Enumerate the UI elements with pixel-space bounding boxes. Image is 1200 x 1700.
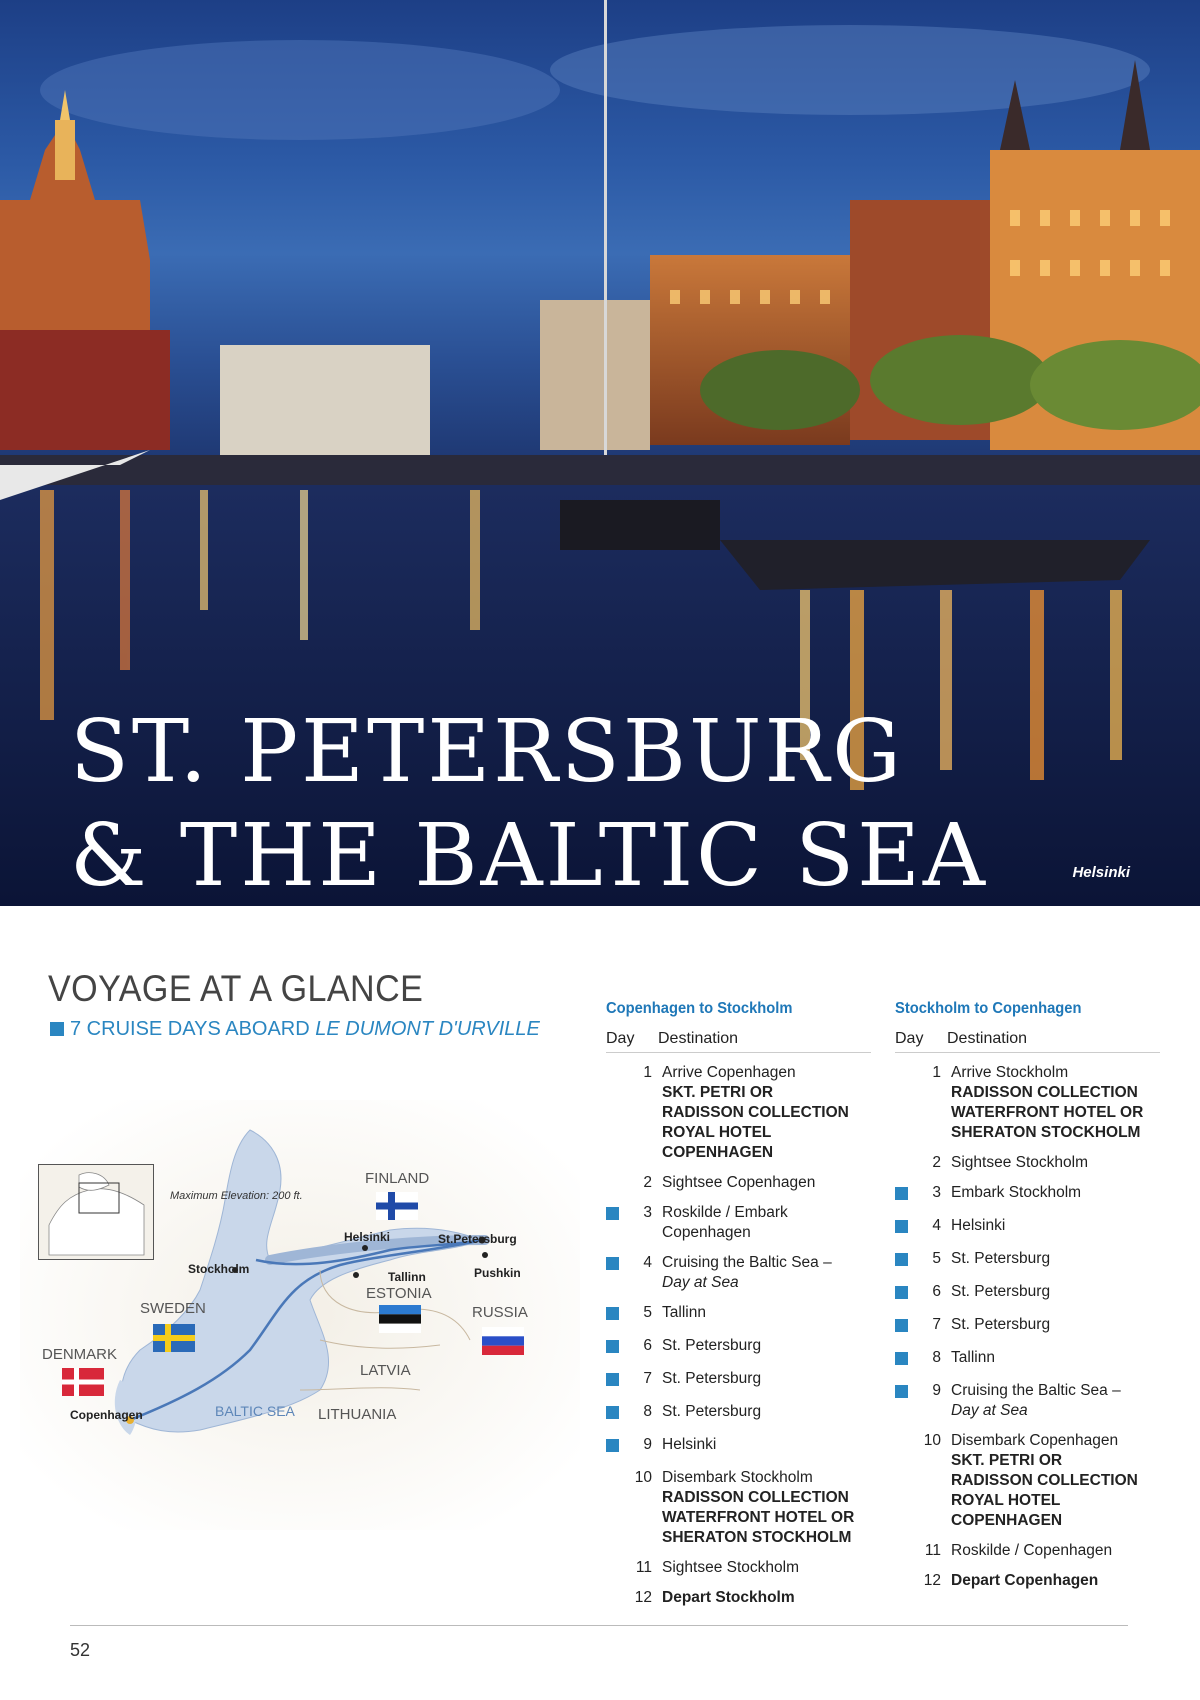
cruise-day-marker-icon — [895, 1249, 917, 1272]
table-row — [895, 1348, 1160, 1371]
country-label-sweden: SWEDEN — [140, 1300, 206, 1317]
cruise-day-marker-icon — [895, 1348, 917, 1371]
table-row — [895, 1571, 1160, 1591]
cruise-day-marker-icon — [895, 1183, 917, 1206]
table-row — [606, 1435, 871, 1458]
cruise-day-marker-icon — [895, 1315, 917, 1338]
hotel-name: SHERATON STOCKHOLM — [662, 1529, 852, 1546]
destination-text: Disembark Stockholm — [662, 1469, 813, 1486]
hero-title-line-1: ST. PETERSBURG — [70, 702, 904, 802]
destination-subtext: Day at Sea — [662, 1274, 739, 1291]
city-label-copenhagen: Copenhagen — [70, 1408, 143, 1422]
day-number: 9 — [643, 1436, 652, 1453]
destination-text: Depart Stockholm — [662, 1589, 795, 1606]
marker-spacer — [895, 1063, 917, 1143]
table-row — [606, 1203, 871, 1243]
day-number: 7 — [643, 1370, 652, 1387]
table-row — [895, 1431, 1160, 1531]
marker-spacer — [606, 1173, 628, 1193]
destination-text: Sightsee Stockholm — [662, 1559, 799, 1576]
route-title: Copenhagen to Stockholm — [606, 1000, 793, 1017]
page-number: 52 — [70, 1640, 91, 1660]
section-heading: VOYAGE AT A GLANCE — [48, 968, 424, 1009]
column-header-destination: Destination — [658, 1030, 739, 1047]
bullet-square-icon — [50, 1022, 64, 1036]
destination-cell — [662, 1468, 871, 1548]
destination-cell — [951, 1063, 1160, 1143]
destination-text: Cruising the Baltic Sea – — [951, 1382, 1121, 1399]
destination-cell — [662, 1558, 871, 1578]
cruise-day-marker-icon — [606, 1336, 628, 1359]
table-row — [606, 1558, 871, 1578]
table-row — [895, 1282, 1160, 1305]
russia-flag-icon — [482, 1327, 524, 1355]
table-row — [895, 1216, 1160, 1239]
destination-text: St. Petersburg — [662, 1403, 762, 1420]
table-row — [895, 1381, 1160, 1421]
hotel-name: RADISSON COLLECTION — [662, 1104, 849, 1121]
marker-spacer — [895, 1153, 917, 1173]
marker-spacer — [895, 1571, 917, 1591]
destination-text: Helsinki — [662, 1436, 717, 1453]
finland-flag-icon — [376, 1192, 418, 1220]
destination-text: Depart Copenhagen — [951, 1572, 1099, 1589]
subheading-prefix: 7 CRUISE DAYS ABOARD — [70, 1018, 310, 1040]
hotel-name: ROYAL HOTEL COPENHAGEN — [662, 1124, 774, 1161]
marker-spacer — [606, 1558, 628, 1578]
day-number: 10 — [923, 1432, 941, 1449]
destination-cell — [662, 1203, 871, 1243]
marker-spacer — [606, 1468, 628, 1548]
destination-text: St. Petersburg — [951, 1316, 1051, 1333]
table-row — [606, 1253, 871, 1293]
day-number: 10 — [634, 1469, 652, 1486]
marker-spacer — [606, 1063, 628, 1163]
day-number: 6 — [643, 1337, 652, 1354]
hotel-name: WATERFRONT HOTEL OR — [951, 1104, 1144, 1121]
day-number: 4 — [932, 1217, 941, 1234]
column-header-day: Day — [606, 1030, 635, 1047]
destination-text: Cruising the Baltic Sea – — [662, 1254, 832, 1271]
destination-cell — [662, 1588, 871, 1608]
day-number: 12 — [634, 1589, 652, 1606]
table-header — [606, 1030, 871, 1053]
destination-cell — [951, 1348, 1160, 1371]
destination-text: Tallinn — [951, 1349, 995, 1366]
table-row — [895, 1153, 1160, 1173]
day-number: 2 — [643, 1174, 652, 1191]
hotel-name: RADISSON COLLECTION — [951, 1084, 1138, 1101]
table-row — [606, 1402, 871, 1425]
country-label-denmark: DENMARK — [42, 1346, 118, 1363]
elevation-note: Maximum Elevation: 200 ft. — [170, 1190, 303, 1202]
table-row — [606, 1336, 871, 1359]
marker-spacer — [895, 1541, 917, 1561]
cruise-day-marker-icon — [895, 1216, 917, 1239]
destination-cell — [951, 1153, 1160, 1173]
destination-cell — [951, 1282, 1160, 1305]
itinerary-rows — [895, 1063, 1160, 1591]
day-number: 11 — [635, 1559, 652, 1576]
hotel-name: WATERFRONT HOTEL OR — [662, 1509, 855, 1526]
destination-cell — [662, 1303, 871, 1326]
sweden-flag-icon — [153, 1324, 195, 1352]
section-subheading — [50, 1018, 540, 1041]
destination-cell — [951, 1183, 1160, 1206]
city-label-pushkin: Pushkin — [474, 1266, 521, 1280]
day-number: 3 — [932, 1184, 941, 1201]
cruise-day-marker-icon — [606, 1303, 628, 1326]
denmark-flag-icon — [62, 1368, 104, 1396]
column-header-day: Day — [895, 1030, 924, 1047]
destination-text: St. Petersburg — [662, 1370, 762, 1387]
hotel-name: SKT. PETRI OR — [662, 1084, 774, 1101]
destination-cell — [662, 1063, 871, 1163]
day-number: 1 — [643, 1064, 652, 1081]
city-label-tallinn: Tallinn — [388, 1270, 426, 1284]
hotel-name: ROYAL HOTEL COPENHAGEN — [951, 1492, 1063, 1529]
destination-cell — [951, 1381, 1160, 1421]
cruise-day-marker-icon — [606, 1402, 628, 1425]
sea-label-baltic: BALTIC SEA — [215, 1403, 295, 1419]
destination-text: Arrive Copenhagen — [662, 1064, 796, 1081]
photo-caption: Helsinki — [1072, 864, 1130, 881]
table-header — [895, 1030, 1160, 1053]
table-row — [606, 1063, 871, 1163]
destination-text: Sightsee Copenhagen — [662, 1174, 816, 1191]
destination-text: Arrive Stockholm — [951, 1064, 1069, 1081]
destination-cell — [951, 1541, 1160, 1561]
day-number: 8 — [932, 1349, 941, 1366]
footer-divider — [70, 1625, 1128, 1626]
cruise-day-marker-icon — [606, 1369, 628, 1392]
country-label-estonia: ESTONIA — [366, 1285, 432, 1302]
destination-cell — [662, 1402, 871, 1425]
destination-text: Embark Stockholm — [951, 1184, 1082, 1201]
table-row — [895, 1541, 1160, 1561]
destination-text: Tallinn — [662, 1304, 706, 1321]
country-label-lithuania: LITHUANIA — [318, 1406, 397, 1423]
day-number: 9 — [932, 1382, 941, 1399]
table-row — [895, 1249, 1160, 1272]
destination-text: Disembark Copenhagen — [951, 1432, 1119, 1449]
city-label-st-petersburg: St.Petersburg — [438, 1232, 517, 1246]
day-number: 11 — [924, 1542, 941, 1559]
destination-cell — [662, 1369, 871, 1392]
destination-cell — [662, 1173, 871, 1193]
day-number: 4 — [643, 1254, 652, 1271]
hero-title-line-2: & THE BALTIC SEA — [70, 806, 989, 906]
table-row — [895, 1315, 1160, 1338]
day-number: 5 — [643, 1304, 652, 1321]
destination-cell — [662, 1253, 871, 1293]
day-number: 3 — [643, 1204, 652, 1221]
destination-cell — [951, 1249, 1160, 1272]
destination-text: Roskilde / Copenhagen — [951, 1542, 1113, 1559]
destination-subtext: Day at Sea — [951, 1402, 1028, 1419]
marker-spacer — [606, 1588, 628, 1608]
hotel-name: RADISSON COLLECTION — [662, 1489, 849, 1506]
destination-text: St. Petersburg — [951, 1283, 1051, 1300]
day-number: 6 — [932, 1283, 941, 1300]
day-number: 12 — [923, 1572, 941, 1589]
itinerary-copenhagen-to-stockholm — [606, 1000, 871, 1618]
country-label-finland: FINLAND — [365, 1170, 430, 1187]
day-number: 2 — [932, 1154, 941, 1171]
hotel-name: SHERATON STOCKHOLM — [951, 1124, 1141, 1141]
hero-title — [70, 700, 988, 906]
destination-text: St. Petersburg — [662, 1337, 762, 1354]
city-label-stockholm: Stockholm — [188, 1262, 250, 1276]
day-number: 5 — [932, 1250, 941, 1267]
table-row — [895, 1183, 1160, 1206]
cruise-day-marker-icon — [895, 1282, 917, 1305]
ship-name: LE DUMONT D'URVILLE — [315, 1018, 540, 1040]
table-row — [606, 1303, 871, 1326]
destination-cell — [662, 1435, 871, 1458]
country-label-latvia: LATVIA — [360, 1362, 411, 1379]
itinerary-stockholm-to-copenhagen — [895, 1000, 1160, 1601]
table-row — [606, 1588, 871, 1608]
estonia-flag-icon — [379, 1305, 421, 1333]
destination-text: Helsinki — [951, 1217, 1006, 1234]
hotel-name: SKT. PETRI OR — [951, 1452, 1063, 1469]
marker-spacer — [895, 1431, 917, 1531]
itinerary-rows — [606, 1063, 871, 1608]
table-row — [606, 1173, 871, 1193]
table-row — [895, 1063, 1160, 1143]
destination-text: Roskilde / Embark Copenhagen — [662, 1204, 788, 1241]
destination-text: Sightsee Stockholm — [951, 1154, 1088, 1171]
route-title: Stockholm to Copenhagen — [895, 1000, 1082, 1017]
cruise-day-marker-icon — [895, 1381, 917, 1421]
hotel-name: RADISSON COLLECTION — [951, 1472, 1138, 1489]
table-row — [606, 1369, 871, 1392]
europe-locator-inset — [38, 1164, 154, 1260]
cruise-day-marker-icon — [606, 1435, 628, 1458]
day-number: 7 — [932, 1316, 941, 1333]
destination-text: St. Petersburg — [951, 1250, 1051, 1267]
route-map — [20, 1100, 580, 1530]
destination-cell — [951, 1216, 1160, 1239]
destination-cell — [951, 1431, 1160, 1531]
cruise-day-marker-icon — [606, 1203, 628, 1243]
cruise-day-marker-icon — [606, 1253, 628, 1293]
table-row — [606, 1468, 871, 1548]
city-label-helsinki: Helsinki — [344, 1230, 391, 1244]
country-label-russia: RUSSIA — [472, 1304, 528, 1321]
day-number: 1 — [932, 1064, 941, 1081]
destination-cell — [951, 1315, 1160, 1338]
destination-cell — [662, 1336, 871, 1359]
destination-cell — [951, 1571, 1160, 1591]
column-header-destination: Destination — [947, 1030, 1028, 1047]
day-number: 8 — [643, 1403, 652, 1420]
